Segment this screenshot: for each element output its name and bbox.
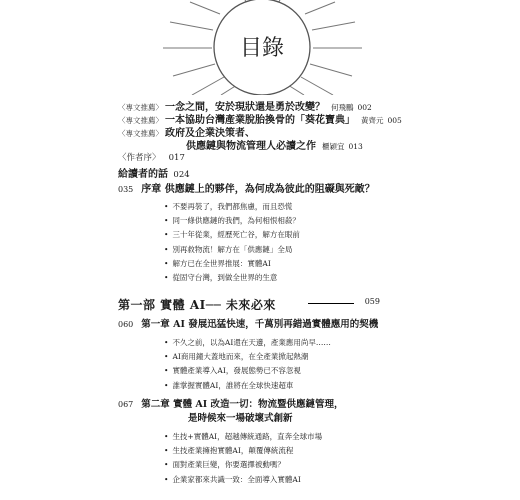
list-item: • 不要再裝了，我們都焦慮，而且恐慌 [164, 200, 300, 214]
entry-author: 黃齊元 [361, 116, 384, 125]
list-item: • 解方已在全世界推展：實體AI [164, 257, 300, 271]
toc-entry-chapter-2-line2: 是時候來一場破壞式創新 [188, 413, 293, 424]
list-item: • 別再救物流！解方在「供應鏈」全局 [164, 243, 300, 257]
entry-label: 給讀者的話 [118, 169, 168, 180]
entry-page: 005 [387, 116, 402, 125]
entry-author: 何飛鵬 [331, 103, 354, 112]
list-item: • 誰掌握實體AI，誰將在全球快速超車 [164, 379, 331, 393]
toc-entry-chapter-1[interactable] [118, 316, 378, 330]
list-item: • 從固守台灣，到做全世界的生意 [164, 271, 300, 285]
entry-title: 第二章 實體 AI 改造一切：物流暨供應鏈管理， [141, 399, 344, 410]
list-item: • 生技產業擁抱實體AI，顛覆傳統流程 [164, 444, 322, 458]
toc-entry-chapter-2[interactable] [118, 396, 344, 410]
list-item: • 三十年從業，經歷死亡谷，解方在眼前 [164, 228, 300, 242]
list-item: • 生技+實體AI，超越傳統通路，直奔全球市場 [164, 430, 322, 444]
entry-title: 第一章 AI 發展迅猛快速，千萬別再錯過實體應用的契機 [141, 319, 379, 330]
entry-page: 002 [357, 103, 372, 112]
entry-author: 櫃穎宜 [322, 142, 345, 151]
toc-entry-author-preface[interactable] [118, 151, 185, 163]
entry-title-line2: 供應鏈與物流管理人必讀之作 [186, 141, 316, 152]
entry-page: 013 [348, 142, 363, 151]
toc-entry-part-1[interactable] [118, 294, 380, 313]
list-item: • AI商用鐘大蓋地而來，在全產業掀起熱潮 [164, 350, 331, 364]
part-title: 第一部 實體 AI── 未來必來 [118, 298, 276, 312]
prelude-section-list [164, 200, 300, 285]
chapter-2-section-list [164, 430, 322, 487]
list-item: • 實體產業導入AI，發展態勢已不容忽視 [164, 364, 331, 378]
list-item: • 企業家都來共識一致：全面導入實體AI [164, 473, 322, 487]
sunburst-title-decoration [0, 0, 520, 95]
list-item: • 不久之前，以為AI還在天邊，產業應用尚早…… [164, 336, 331, 350]
entry-title: 序章 供應鏈上的夥伴，為何成為彼此的阻礙與死敵？ [141, 184, 375, 195]
entry-title: 政府及企業決策者、 [165, 128, 255, 139]
toc-entry-reader-note[interactable] [118, 165, 190, 180]
chapter-1-section-list [164, 336, 331, 393]
entry-label: 〈作者序〉 [118, 153, 161, 163]
part-divider-rule [308, 303, 354, 304]
list-item: • 同一條供應鏈的我們，為何相恨相殺？ [164, 214, 300, 228]
entry-page: 060 [118, 320, 134, 329]
entry-page: 059 [364, 297, 380, 306]
page-title: 目錄 [239, 36, 285, 61]
entry-title: 一念之間，安於現狀還是勇於改變？ [165, 102, 325, 113]
entry-tag: 〈專文推薦〉 [118, 103, 163, 112]
toc-entry-recommendation-3-line2[interactable] [186, 137, 363, 152]
entry-page: 024 [173, 170, 190, 180]
entry-page: 017 [168, 153, 185, 163]
toc-entry-prelude[interactable] [118, 180, 375, 195]
entry-page: 035 [118, 185, 134, 194]
entry-tag: 〈專文推薦〉 [118, 116, 163, 125]
entry-page: 067 [118, 400, 134, 409]
entry-title: 一本協助台灣產業脫胎換骨的「葵花寶典」 [165, 115, 355, 126]
list-item: • 面對產業巨變，你要選擇被動嗎？ [164, 458, 322, 472]
entry-tag: 〈專文推薦〉 [118, 129, 163, 138]
